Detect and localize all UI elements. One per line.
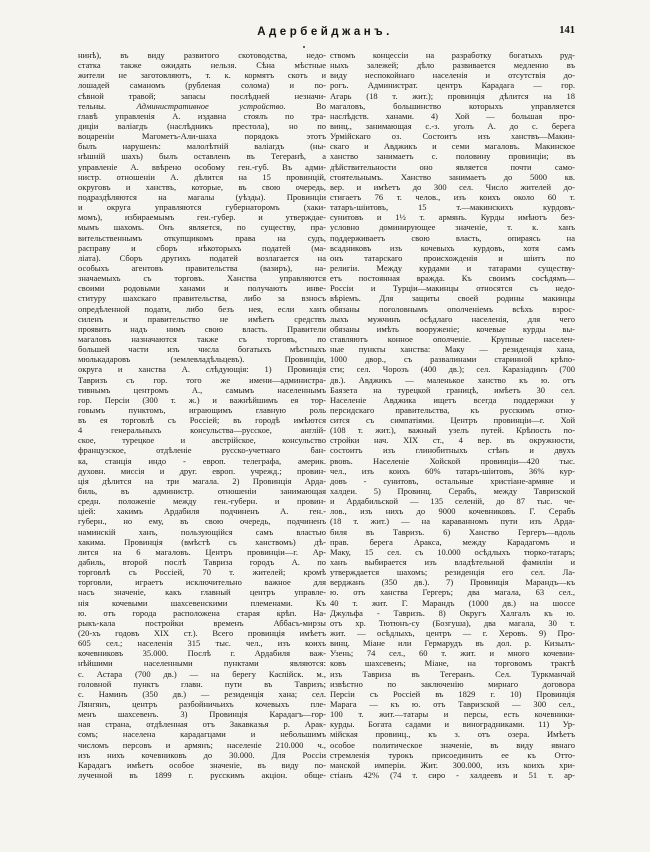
text-line: тивнымъ центромъ А., самымъ населеннымъ (78, 384, 326, 395)
text-line: 605 сел.; населенія 315 тыс. чел., изъ коихъ (78, 638, 326, 649)
text-line: въ ея торговлѣ съ Россіей; въ городѣ имѣются (78, 415, 326, 426)
printers-dot (303, 46, 305, 48)
text-line: ханъ выбирается изъ владѣтельной фамиліи и (330, 557, 575, 568)
text-line: жители не заготовляютъ, т. к. кормятъ скотъ и (78, 70, 326, 81)
text-line: воцареніи Магометъ-Али-шаха порядокъ этотъ (78, 131, 326, 142)
text-line: ковъ шахсевенъ; Міане, на торговомъ трактѣ (330, 658, 575, 669)
text-line: магаловъ, большинство которыхъ управляется (330, 100, 575, 111)
text-line: французское, отдѣленіе русско-учетнаго бан- (78, 445, 326, 456)
text-line: управленіе А. ввѣрено особому ген.-губ. Въ адми- (78, 161, 326, 172)
text-line: стремленія турокъ присоединить ее къ Отто- (330, 749, 575, 760)
text-line: проявить надъ нимъ свою власть. Правители (78, 323, 326, 334)
text-line: лыхъ мужчинъ осѣдлаго населенія, для чего (330, 313, 575, 324)
text-line: Персіи съ Россіей въ 1829 г. 10) Провинція (330, 688, 575, 699)
text-line: ція дѣлится на три магала. 2) Провинція Арда- (78, 475, 326, 486)
text-line: с. Наминъ (350 дв.) — резиденція хана; сел. (78, 688, 326, 699)
text-line: своими родовыми ханами и получаютъ инве- (78, 283, 326, 294)
text-line: наминскій ханъ, пользующійся самъ властью (78, 526, 326, 537)
text-line: особыхъ агентовъ правительства (вазиръ), на- (78, 262, 326, 273)
text-line: изъ нихъ кочевниковъ до 30.000. Для Россіи (78, 749, 326, 760)
text-line: (20-хъ годовъ XIX ст.). Всего провинція имѣетъ (78, 628, 326, 639)
text-line: верджанъ (350 дв.). 7) Провинція Марандъ—къ (330, 577, 575, 588)
text-line: стоятельнымъ. Ханство занимаетъ до 5000 кв. (330, 171, 575, 182)
text-line: 1000 двор., съ развалинами старинной крѣпо- (330, 354, 575, 365)
text-line: ское, турецкое и австрійское, консульство (78, 435, 326, 446)
text-line: силенъ и правительство не имѣетъ средствъ (78, 313, 326, 324)
text-line: отъ хр. Тютюнъ-су (Бозгуша), два магала, 30 т. (330, 617, 575, 628)
text-line: Урмійскаго оз. Состоитъ изъ ханствъ—Макин- (330, 131, 575, 142)
text-line: жит. — осѣдлыхъ, центръ — г. Херовъ. 9) Про- (330, 628, 575, 639)
text-line: персидскаго правительства, къ русскимъ отно- (330, 404, 575, 415)
text-line: биль, въ администр. отношеніи занимающая (78, 486, 326, 497)
text-line: всадниковъ изъ кочевыхъ курдовъ, хотя самъ (330, 242, 575, 253)
text-line: (108 т. жит.), важный узелъ путей. Крѣпость по- (330, 425, 575, 436)
text-line: 4 генеральныхъ консульства—русское, англій- (78, 425, 326, 436)
text-line: вер. и имѣетъ до 300 сел. Число жителей до- (330, 181, 575, 192)
text-line: менъ шахсевенъ. 3) Провинція Карадагъ—гор- (78, 709, 326, 720)
text-line: винц. Міане или Гермарудъ въ дол. р. Кизылъ- (330, 638, 575, 649)
text-line: ю. отъ ханства Гергеръ; два магала, 63 сел., (330, 587, 575, 598)
text-line: особое политическое значеніе, въ виду явнаго (330, 739, 575, 750)
text-line: большей части изъ числа богатыхъ мѣстныхъ (78, 344, 326, 355)
text-line: винц., занимающая с.-з. уголъ А. до с. берега (330, 120, 575, 131)
text-line: кочевниковъ 35.000. Послѣ г. Ардабиля важ- (78, 648, 326, 659)
text-line: прав. берега Аракса, между Карадагомъ и (330, 536, 575, 547)
text-line: губерн., но ему, въ свою очередь, подчиненъ (78, 516, 326, 527)
text-line: рвовъ. Населеніе Хойской провинціи—420 тыс. (330, 455, 575, 466)
text-line: наслѣдств. ханами. 4) Хой — большая про- (330, 110, 575, 121)
text-line: ныхъ залежей; дѣло развивается медленно въ (330, 60, 575, 71)
text-line: рыкъ-кала постройки временъ Аббасъ-мирзы (78, 617, 326, 628)
text-line: ю. отъ города расположена старая крѣп. На- (78, 607, 326, 618)
text-line: числомъ персовъ и армянъ; населеніе 210.000 ч., (78, 739, 326, 750)
text-line: Баязета на турецкой границѣ, имѣетъ 30 сел. (330, 384, 575, 395)
text-line: ліата). Сборъ другихъ податей возлагается на (78, 252, 326, 263)
text-line: с. Астара (700 дв.) — на берегу Каспійск. м., (78, 668, 326, 679)
text-line: халдеи. 5) Провинц. Серабъ, между Тавризской (330, 486, 575, 497)
text-line: расправу и сборъ нѣкоторыхъ податей (ма- (78, 242, 326, 253)
text-line: лов., изъ нихъ до 9000 кочевниковъ. Г. Серабъ (330, 506, 575, 517)
text-line: вительственнымъ откупщикомъ права на судъ, (78, 232, 326, 243)
text-line: нія кочевыми шахсевенскими племенами. Къ (78, 597, 326, 608)
text-line: опредѣленной подати, либо безъ нея, если ханъ (78, 303, 326, 314)
text-line: магаловъ назначаются также съ торговъ, по (78, 333, 326, 344)
text-line: и округа управляются губернаторомъ (хаки- (78, 202, 326, 213)
text-line: торговли, играетъ исключительно важное для (78, 577, 326, 588)
text-line: вѣріемъ. Для защиты своей родины макинцы (330, 293, 575, 304)
text-line: Узень; 74 сел., 60 т. жит. и много кочевни- (330, 648, 575, 659)
text-line: виду неспокойнаго населенія и отсутствія до- (330, 70, 575, 81)
text-line: дабиль, второй послѣ Тавриза городъ А. по (78, 557, 326, 568)
text-line: сѣвной травой; запасы послѣдней незначи- (78, 90, 326, 101)
text-line: диціи валіагдъ (наслѣдникъ престола), но по (78, 120, 326, 131)
page-header-title: Адербейджанъ. (257, 26, 393, 38)
text-line: татаръ-шіитовъ, 15 т.—макинскихъ курдовъ- (330, 202, 575, 213)
text-line: Джульфа - Тавризъ. 8) Округъ Халгалъ къ ю. (330, 607, 575, 618)
text-line: Населеніе Авджика ищетъ всегда поддержки у (330, 394, 575, 405)
text-line: дв.). Авджикъ — маленькое ханство къ ю. отъ (330, 374, 575, 385)
text-line: курды. Богата садами и виноградниками. 11) Ур- (330, 719, 575, 730)
text-line: сомъ; населена карадагцами и небольшимъ (78, 729, 326, 740)
text-line: нѣшній шахъ) былъ оставленъ въ Тегеранѣ, а (78, 151, 326, 162)
text-line: рогъ. Администрат. центръ Карадага — гор. (330, 80, 575, 91)
text-line: Агарь (18 т. жит.); провинція дѣлится на 18 (330, 90, 575, 101)
text-line: ціей: хакимъ Ардабиля подчиненъ А. ген.- (78, 506, 326, 517)
text-line: ная страна, отдѣленная отъ Закавказья р. Арак- (78, 719, 326, 730)
text-line: лошадей саманомъ (рубленая солома) и по- (78, 80, 326, 91)
text-line: значаемыхъ съ торговъ. Ханства управляются (78, 273, 326, 284)
text-line: статка также ожидать нельзя. Сѣна мѣстные (78, 60, 326, 71)
text-line: лученной въ 1899 г. русскимъ акціон. обще- (78, 769, 326, 780)
text-line: средн. положеніе между ген.-губерн. и провин- (78, 496, 326, 507)
text-line: гор. Персіи (300 т. ж.) и важнѣйшимъ ея тор- (78, 394, 326, 405)
text-line: округовъ и ханствъ, которые, въ свою очередь, (78, 181, 326, 192)
text-line: стигаетъ 76 т. челов., изъ коихъ около 60 т. (330, 191, 575, 202)
text-line: ставляютъ конное ополченіе. Крупные населен- (330, 333, 575, 344)
text-line: довъ - сунитовъ, остальные христіане-армяне и (330, 475, 575, 486)
text-line: мійская провинц., къ з. отъ озера. Имѣетъ (330, 729, 575, 740)
text-line: обязаны имѣть вооруженіе; кочевые курды вы- (330, 323, 575, 334)
text-line: биля въ Тавризъ. 6) Ханство Гергеръ—вдоль (330, 526, 575, 537)
text-line: ные пункты ханства: Маку — резиденція хана, (330, 344, 575, 355)
text-line: хакима. Провинція (вмѣстѣ съ ханствомъ) дѣ- (78, 536, 326, 547)
text-line: условно доминирующее значеніе, т. к. ханъ (330, 222, 575, 233)
text-line: ка, станція индо - европ. телеграфа, америк. (78, 455, 326, 466)
text-line: скаго и Авджикъ и семи магаловъ. Макинское (330, 141, 575, 152)
text-column-right (330, 50, 575, 780)
text-line: тельны. Административное устройство. Во (78, 100, 326, 111)
text-line: сунитовъ и 1½ т. армянъ. Курды имѣютъ без- (330, 212, 575, 223)
text-line: религіи. Между курдами и татарами существу- (330, 262, 575, 273)
text-line: мюлькадаровъ (землевладѣльцевъ). Провинціи, (78, 354, 326, 365)
text-line: етъ постоянная вражда. Къ своимъ сосѣдямъ— (330, 273, 575, 284)
text-line: округа и ханства А. слѣдующія: 1) Провинція (78, 364, 326, 375)
text-line: Тавризъ съ гор. того же имени—администра- (78, 374, 326, 385)
text-line: 100 т. жит.—татары и персы, есть кочевники- (330, 709, 575, 720)
text-line: головной пунктъ главн. пути въ Тавризъ; (78, 678, 326, 689)
text-line: Лянгянъ, центръ разбойничьихъ кочевыхъ пле- (78, 699, 326, 709)
text-line: извѣстно по заключенію мирнаго договора (330, 678, 575, 689)
text-line: ституру шахскаго правительства, либо за взносъ (78, 293, 326, 304)
text-line: нистр. отношеніи А. дѣлится на 15 провинцій, (78, 171, 326, 182)
text-line: онъ татарскаго происхожденія и шіитъ по (330, 252, 575, 263)
text-line: изъ Тавриза въ Тегеранъ. Сел. Туркманчай (330, 668, 575, 679)
page-number: 141 (559, 25, 575, 36)
text-line: торговлѣ съ Россіей, 70 т. жителей; кромѣ (78, 567, 326, 578)
text-line: манской имперіи. Жит. 300.000, изъ коихъ хри- (330, 759, 575, 770)
text-line: Россіи и Турціи—макинцы относятся съ недо- (330, 283, 575, 294)
text-line: главѣ управленія А. издавна стоялъ по тра- (78, 110, 326, 121)
text-line: обязаны поголовнымъ ополченіемъ всѣхъ взрос- (330, 303, 575, 314)
text-line: и Ардабильской — 135 селеній, до 87 тыс. че- (330, 496, 575, 507)
text-line: утверждается шахомъ; резиденція его сел. Ла- (330, 567, 575, 578)
text-line: стройки нач. XIX ст., 4 вер. въ окружности, (330, 435, 575, 446)
text-line: насъ значеніе, какъ главный центръ управле- (78, 587, 326, 598)
text-line: момъ), избираемымъ ген.-губер. и утверждае- (78, 212, 326, 223)
text-line: сти; сел. Чорозъ (400 дв.); сел. Каразіадинъ (700 (330, 364, 575, 375)
text-line: ханство занимаетъ с. половину провинціи; въ (330, 151, 575, 162)
text-line: чел., изъ коихъ 60% татаръ-шіитовъ, 36% кур- (330, 465, 575, 476)
text-line: поддерживаетъ свою власть, опираясь на (330, 232, 575, 243)
text-line: сится съ симпатіями. Центръ провинціи—г. Хой (330, 415, 575, 426)
text-line: ствомъ концессіи на разработку богатыхъ руд- (330, 50, 575, 60)
text-line: Карадагъ имѣетъ особое значеніе, въ виду по- (78, 759, 326, 770)
text-line: состоитъ изъ глинобитныхъ стѣнъ и двухъ (330, 445, 575, 456)
text-line: дѣйствительности оно является почти само- (330, 161, 575, 172)
text-line: лится на 6 магаловъ. Центръ провинціи—г. Ар- (78, 546, 326, 557)
text-line: нинѣ), въ виду развитого скотоводства, недо- (78, 50, 326, 60)
text-line: стіанъ 42% (74 т. сиро - халдеевъ и 51 т. ар- (330, 769, 575, 780)
text-line: нѣйшими населенными пунктами являются: (78, 658, 326, 669)
text-line: Маку, 15 сел. съ 10.000 осѣдлыхъ тюрко-татаръ; (330, 546, 575, 557)
text-column-left (78, 50, 326, 780)
text-line: 40 т. жит. Г. Марандъ (1000 дв.) на шоссе (330, 597, 575, 608)
text-line: Марага — къ ю. отъ Тавризской — 300 сел., (330, 699, 575, 709)
text-line: подраздѣляются на магалы (уѣзды). Провинціи (78, 191, 326, 202)
text-line: былъ нарушенъ: малолѣтній валіагдъ (ны- (78, 141, 326, 152)
text-line: (18 т. жит.) — на караванномъ пути изъ Арда- (330, 516, 575, 527)
text-line: говымъ пунктомъ, играющимъ главную роль (78, 404, 326, 415)
text-line: мымъ шахомъ. Онъ является, по существу, пра- (78, 222, 326, 233)
text-line: духовн. миссія и друг. европ. учрежд.; провин- (78, 465, 326, 476)
